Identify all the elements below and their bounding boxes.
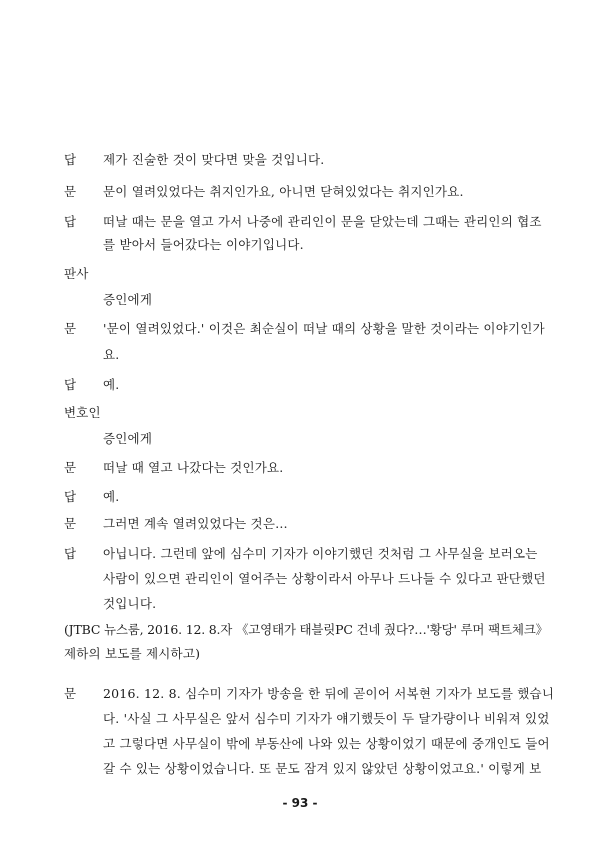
reference-note: (JTBC 뉴스룸, 2016. 12. 8.자 《고영태가 태블릿PC 건네 줬다?…'황당' 루머 팩트체크》 (64, 622, 548, 637)
text-line: 2016. 12. 8. 심수미 기자가 방송을 한 뒤에 곧이어 서복현 기자가 보도를 했습니 (103, 686, 555, 701)
text-line: 사람이 있으면 관리인이 열어주는 상황이라서 아무나 드나들 수 있다고 판단했던 (103, 571, 546, 586)
speaker-label: 답 (64, 377, 77, 392)
page-number: - 93 - (282, 796, 318, 810)
speaker-label: 문 (64, 516, 77, 531)
text-line: 떠날 때 열고 나갔다는 것인가요. (103, 460, 284, 475)
speaker-label: 답 (64, 152, 77, 167)
section-note: 증인에게 (103, 431, 153, 446)
text-line: 갈 수 있는 상황이었습니다. 또 문도 잠겨 있지 않았던 상황이었고요.' 이렇게 보 (103, 761, 542, 776)
text-line: 요. (103, 347, 120, 362)
reference-note: 제하의 보도를 제시하고) (64, 646, 201, 661)
speaker-label: 답 (64, 546, 77, 561)
speaker-label: 문 (64, 686, 77, 701)
text-line: '문이 열려있었다.' 이것은 최순실이 떠날 때의 상황을 말한 것이라는 이야기인가 (103, 321, 545, 336)
text-line: 그러면 계속 열려있었다는 것은… (103, 516, 288, 531)
section-heading: 변호인 (64, 405, 101, 420)
text-line: 제가 진술한 것이 맞다면 맞을 것입니다. (103, 152, 325, 167)
text-line: 떠날 때는 문을 열고 가서 나중에 관리인이 문을 닫았는데 그때는 관리인의 협조 (103, 214, 542, 229)
text-line: 것입니다. (103, 596, 157, 611)
text-line: 다. '사실 그 사무실은 앞서 심수미 기자가 얘기했듯이 두 달가량이나 비워져 있었 (103, 711, 550, 726)
speaker-label: 문 (64, 460, 77, 475)
speaker-label: 문 (64, 321, 77, 336)
text-line: 문이 열려있었다는 취지인가요, 아니면 닫혀있었다는 취지인가요. (103, 184, 464, 199)
text-line: 예. (103, 377, 120, 392)
text-line: 를 받아서 들어갔다는 이야기입니다. (103, 237, 304, 252)
speaker-label: 답 (64, 489, 77, 504)
section-heading: 판사 (64, 266, 89, 281)
speaker-label: 문 (64, 184, 77, 199)
section-note: 증인에게 (103, 292, 153, 307)
text-line: 아닙니다. 그런데 앞에 심수미 기자가 이야기했던 것처럼 그 사무실을 보러오는 (103, 546, 538, 561)
text-line: 예. (103, 489, 120, 504)
text-line: 고 그렇다면 사무실이 밖에 부동산에 나와 있는 상황이었기 때문에 중개인도 들어 (103, 736, 550, 751)
speaker-label: 답 (64, 214, 77, 229)
